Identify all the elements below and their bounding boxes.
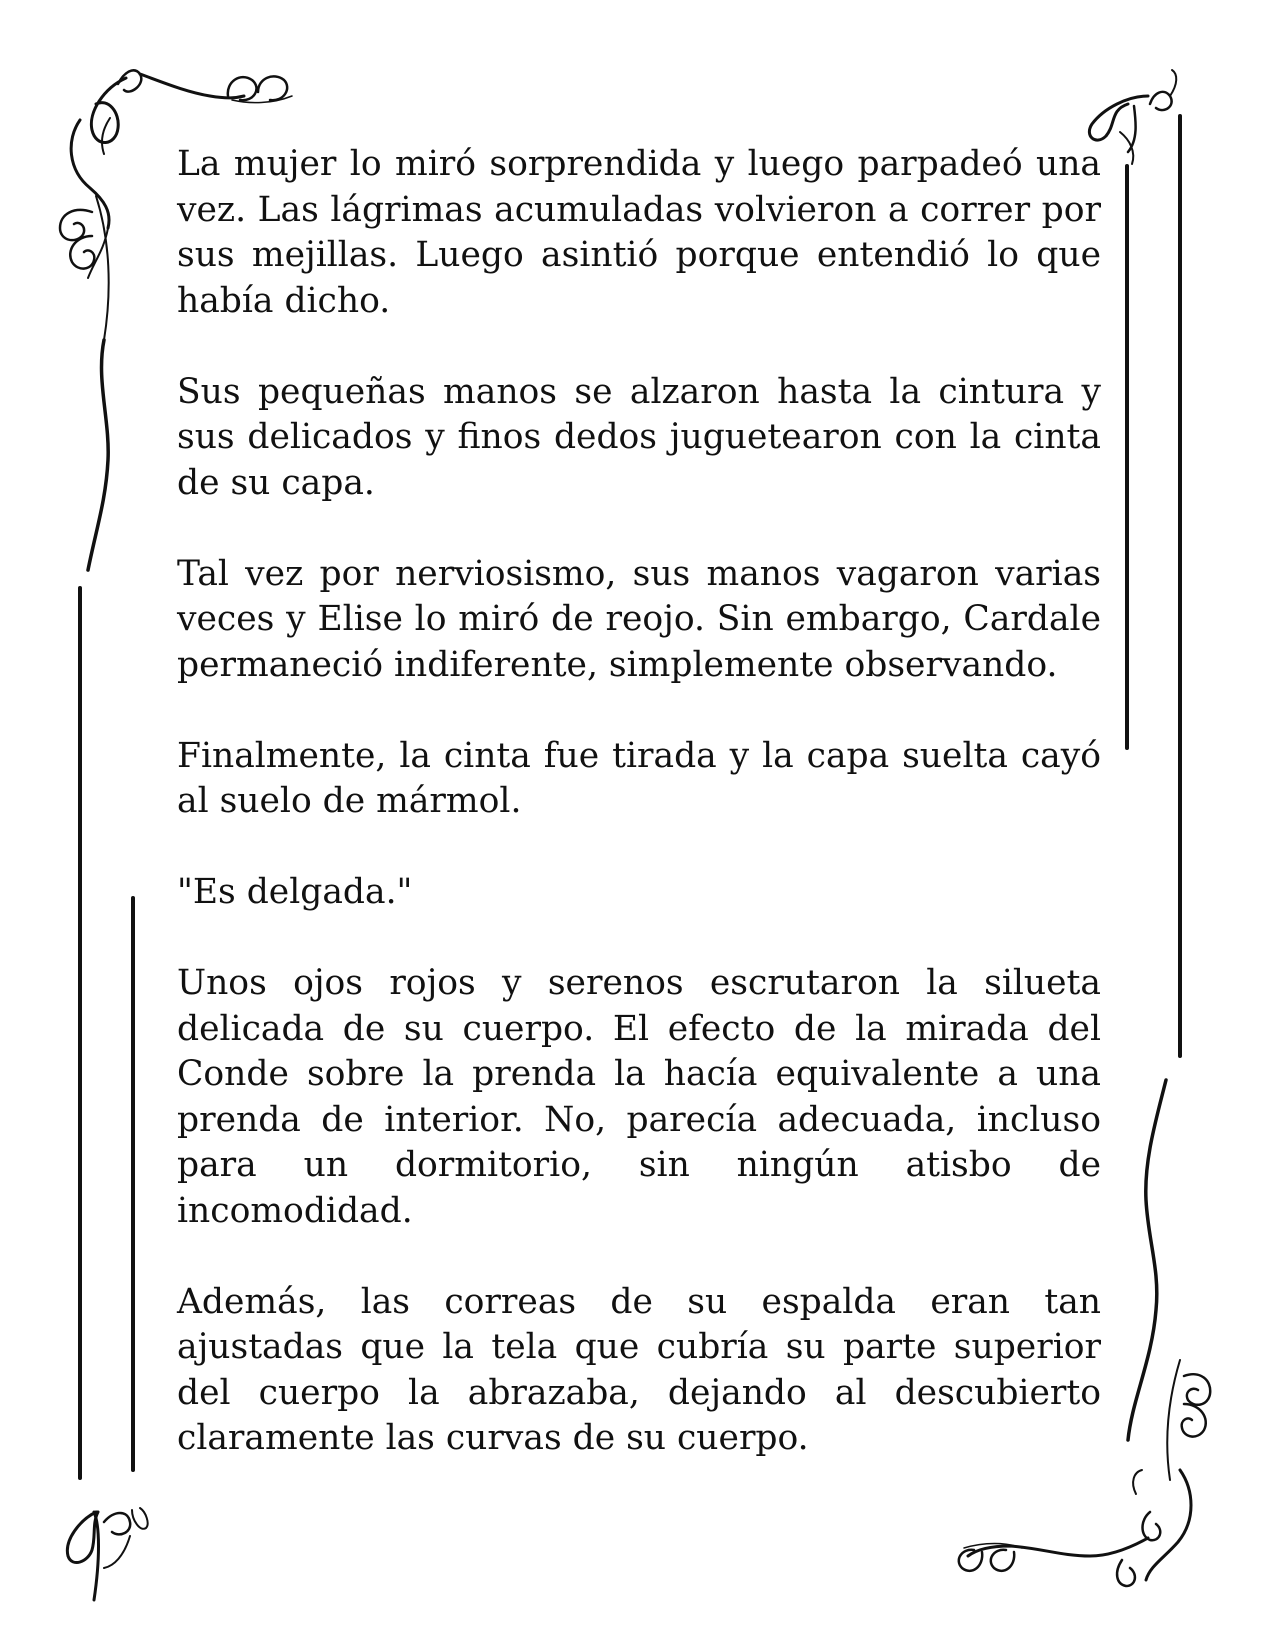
paragraph-7: Además, las correas de su espalda eran tan ajustadas que la tela que cubría su parte superior del cuerpo la abrazaba, dejando al descubierto claramente las curvas de su cuerpo. [177, 1281, 1101, 1458]
paragraph-3: Tal vez por nerviosismo, sus manos vagaron varias veces y Elise lo miró de reojo. Sin embargo, Cardale permaneció indiferente, simplemente observando. [177, 553, 1101, 685]
paragraph-2: Sus pequeñas manos se alzaron hasta la cintura y sus delicados y finos dedos juguetearon con la cinta de su capa. [177, 371, 1101, 503]
right-scroll-ornament [1167, 1360, 1210, 1480]
top-right-flourish [1089, 70, 1176, 164]
right-wavy-border [1128, 1080, 1166, 1440]
paragraph-5-dialogue: "Es delgada." [177, 872, 413, 912]
paragraph-4: Finalmente, la cinta fue tirada y la capa suelta cayó al suelo de mármol. [177, 735, 1101, 821]
document-body [177, 142, 1101, 1462]
bottom-right-flourish [959, 1470, 1191, 1586]
paragraph-6: Unos ojos rojos y serenos escrutaron la silueta delicada de su cuerpo. El efecto de la mirada del Conde sobre la prenda la hacía equivalente a una prenda de interior. No, parecía adecuada, incluso para un dormitorio, sin ningún atisbo de incomodidad. [177, 963, 1101, 1231]
paragraph-1: La mujer lo miró sorprendida y luego parpadeó una vez. Las lágrimas acumuladas volvieron a correr por sus mejillas. Luego asintió porque entendió lo que había dicho. [177, 144, 1101, 321]
bottom-left-flourish [67, 1508, 147, 1600]
left-wavy-border [88, 340, 108, 570]
left-scroll-ornament [60, 196, 109, 340]
